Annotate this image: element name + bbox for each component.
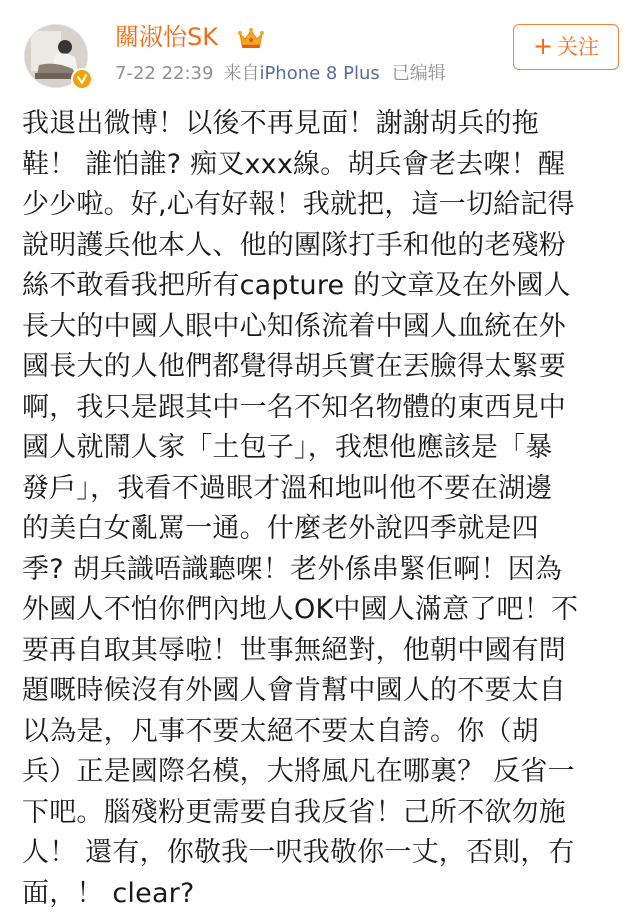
post-text-line: 鞋！ 誰怕誰? 痴叉xxx線。胡兵會老去㗎！醒 — [22, 145, 622, 186]
source-device-link[interactable]: iPhone 8 Plus — [259, 63, 379, 84]
post-body — [22, 104, 622, 914]
follow-button[interactable] — [513, 24, 619, 70]
post-text-line: 啊，我只是跟其中一名不知名物體的東西見中 — [22, 388, 622, 429]
post-text-line: 要再自取其辱啦！世事無絕對，他朝中國有問 — [22, 631, 622, 672]
post-text-line: 說明護兵他本人、他的團隊打手和他的老殘粉 — [22, 226, 622, 267]
post-text-line: 國人就鬧人家「土包子」，我想他應該是「暴 — [22, 428, 622, 469]
username[interactable]: 關淑怡SK — [115, 22, 218, 52]
source-prefix: 来自 — [223, 63, 259, 84]
follow-label: 关注 — [557, 35, 599, 59]
post-header — [0, 0, 641, 100]
verified-badge-icon — [71, 68, 93, 90]
post-text-line: 下吧。腦殘粉更需要自我反省！己所不欲勿施 — [22, 793, 622, 834]
post-text-line: 兵）正是國際名模，大將風凡在哪裏？ 反省一 — [22, 752, 622, 793]
crown-icon[interactable] — [237, 27, 265, 49]
post-text-line: 人！ 還有，你敬我一呎我敬你一丈，否則，冇 — [22, 833, 622, 874]
post-text-line: 國長大的人他們都覺得胡兵實在丟臉得太緊要 — [22, 347, 622, 388]
post-timestamp: 7-22 22:39 — [115, 63, 213, 84]
post-text-line: 以為是，凡事不要太絕不要太自誇。你（胡 — [22, 712, 622, 753]
edited-label: 已编辑 — [392, 63, 446, 84]
post-text-line: 絲不敢看我把所有capture 的文章及在外國人 — [22, 266, 622, 307]
post-text-line: 外國人不怕你們內地人OK中國人滿意了吧！不 — [22, 590, 622, 631]
post-text-line: 題嘅時候沒有外國人會肯幫中國人的不要太自 — [22, 671, 622, 712]
plus-icon: + — [533, 32, 553, 60]
post-text-line: 我退出微博！以後不再見面！謝謝胡兵的拖 — [22, 104, 622, 145]
post-text-line: 面，！ clear? — [22, 874, 622, 914]
post-text-line: 季? 胡兵識唔識聽㗎！老外係串緊佢啊！因為 — [22, 550, 622, 591]
post-text-line: 少少啦。好,心有好報！我就把，這一切給記得 — [22, 185, 622, 226]
post-meta — [115, 62, 446, 86]
post-text-line: 的美白女亂罵一通。什麼老外說四季就是四 — [22, 509, 622, 550]
post-text-line: 發戶」，我看不過眼才溫和地叫他不要在湖邊 — [22, 469, 622, 510]
post-text-line: 長大的中國人眼中心知係流着中國人血統在外 — [22, 307, 622, 348]
